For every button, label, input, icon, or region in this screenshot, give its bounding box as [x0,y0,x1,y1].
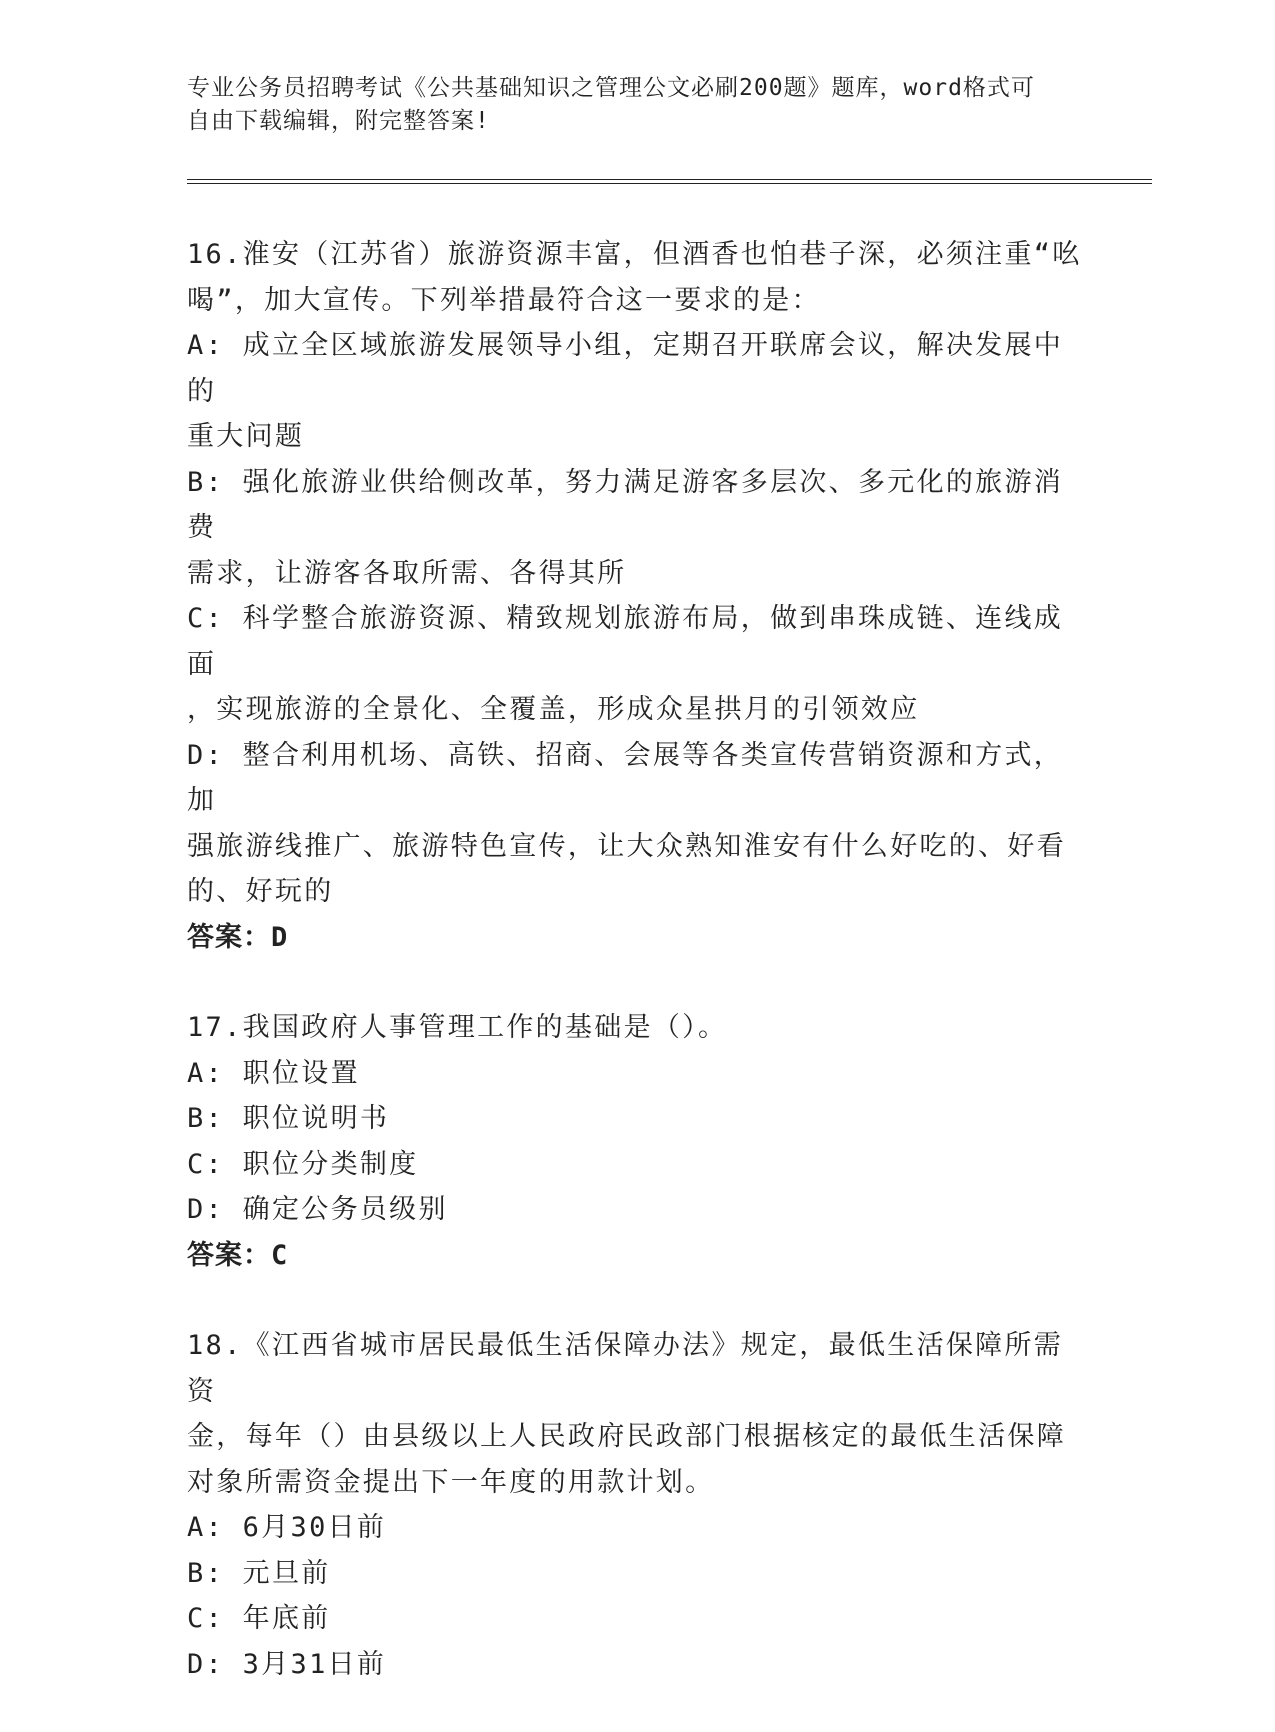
option-c-line: ，实现旅游的全景化、全覆盖，形成众星拱月的引领效应 [187,694,920,725]
option-b-line: B: 元旦前 [187,1557,331,1589]
question-stem-line: 对象所需资金提出下一年度的用款计划。 [187,1466,715,1498]
option-a-line: A: 成立全区域旅游发展领导小组，定期召开联席会议，解决发展中的 [187,330,1064,407]
header-line-1: 专业公务员招聘考试《公共基础知识之管理公文必刷200题》题库，word格式可 [187,75,1035,101]
question-stem-line: 16.淮安（江苏省）旅游资源丰富，但酒香也怕巷子深，必须注重“吆 [187,239,1082,270]
option-d-line: D: 确定公务员级别 [187,1194,448,1225]
option-c-line: C: 职位分类制度 [187,1148,419,1180]
answer-label: 答案：C [187,1239,289,1271]
question-stem-line: 金，每年（）由县级以上人民政府民政部门根据核定的最低生活保障 [187,1421,1066,1452]
option-d-line: 强旅游线推广、旅游特色宣传，让大众熟知淮安有什么好吃的、好看 [187,830,1066,862]
question-stem-line: 18.《江西省城市居民最低生活保障办法》规定，最低生活保障所需资 [187,1330,1064,1407]
option-a-line: A: 职位设置 [187,1057,360,1089]
header-divider-bottom [187,183,1152,184]
option-b-line: B: 职位说明书 [187,1103,390,1134]
document-header [187,72,1067,138]
option-a-line: A: 6月30日前 [187,1512,387,1543]
question-3 [187,1323,1087,1687]
option-d-line: D: 3月31日前 [187,1648,387,1680]
question-list [187,232,1087,1732]
option-d-line: 的、好玩的 [187,876,334,907]
option-b-line: 需求，让游客各取所需、各得其所 [187,557,627,589]
option-c-line: C: 年底前 [187,1603,331,1634]
option-a-line: 重大问题 [187,421,305,452]
option-d-line: D: 整合利用机场、高铁、招商、会展等各类宣传营销资源和方式，加 [187,739,1064,816]
option-b-line: B: 强化旅游业供给侧改革，努力满足游客多层次、多元化的旅游消费 [187,466,1064,543]
question-stem-line: 17.我国政府人事管理工作的基础是（）。 [187,1012,728,1043]
header-line-2: 自由下载编辑，附完整答案! [187,108,490,134]
header-divider-top [187,179,1152,180]
question-stem-line: 喝”，加大宣传。下列举措最符合这一要求的是： [187,284,821,316]
question-2 [187,1005,1087,1278]
option-c-line: C: 科学整合旅游资源、精致规划旅游布局，做到串珠成链、连线成面 [187,603,1064,680]
answer-label: 答案：D [187,921,289,953]
question-1 [187,232,1087,960]
